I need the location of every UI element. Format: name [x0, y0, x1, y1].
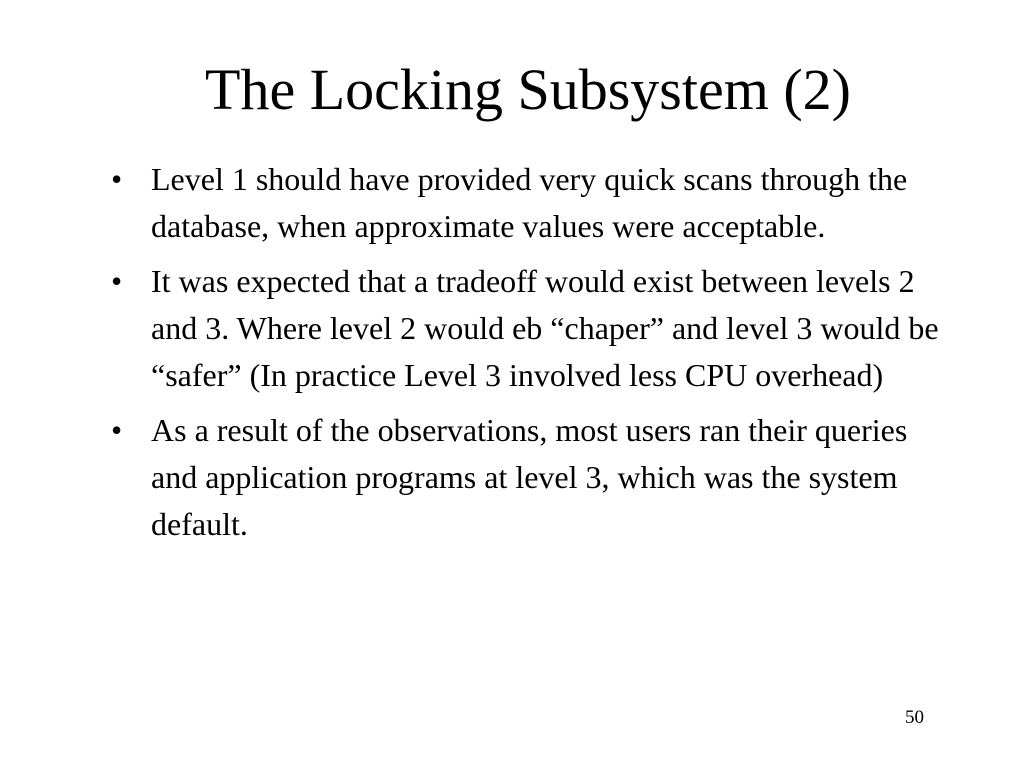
bullet-icon: •	[111, 412, 123, 448]
page-number: 50	[905, 707, 924, 728]
bullet-icon: •	[111, 263, 123, 299]
bullet-text: It was expected that a tradeoff would exist between levels 2 and 3. Where level 2 would eb “chaper” and level 3 would be “safer” (In practice Level 3 involved less CPU overhead)	[151, 263, 939, 393]
bullet-item	[108, 156, 958, 250]
bullet-item	[108, 407, 958, 548]
slide-title: The Locking Subsystem (2)	[205, 57, 851, 122]
bullet-icon: •	[111, 161, 123, 197]
bullet-text: As a result of the observations, most users ran their queries and application programs at level 3, which was the system default.	[151, 412, 908, 542]
bullet-item	[108, 258, 958, 399]
bullet-text: Level 1 should have provided very quick scans through the database, when approximate values were acceptable.	[151, 161, 908, 244]
bullet-list	[108, 156, 958, 556]
